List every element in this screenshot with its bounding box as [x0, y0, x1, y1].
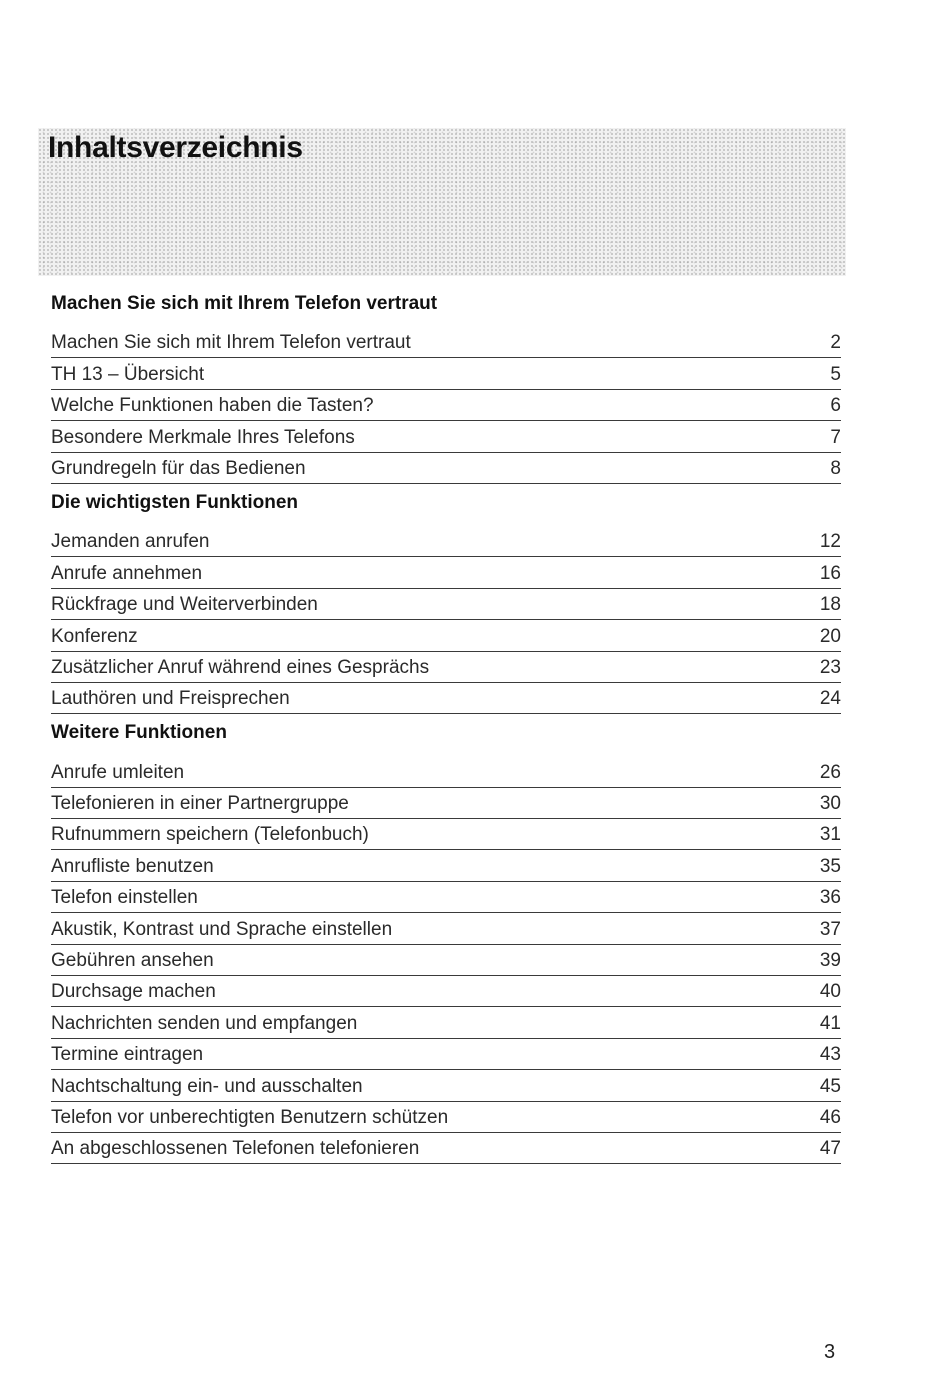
entry-page-number: 46	[819, 1106, 841, 1128]
entry-page-number: 43	[819, 1044, 841, 1066]
toc-section	[51, 718, 841, 1164]
entry-title: Anrufe annehmen	[51, 562, 203, 584]
entry-page-number: 12	[819, 531, 841, 553]
page-title: Inhaltsverzeichnis	[48, 131, 303, 164]
entry-title: TH 13 – Übersicht	[51, 363, 205, 385]
entry-title: Besondere Merkmale Ihres Telefons	[51, 426, 355, 448]
entry-page-number: 41	[819, 1012, 841, 1034]
entry-page-number: 24	[819, 688, 841, 710]
entry-page-number: 16	[819, 562, 841, 584]
entry-title: Akustik, Kontrast und Sprache einstellen	[51, 918, 393, 940]
entry-page-number: 5	[830, 363, 841, 385]
toc-entry[interactable]	[51, 1070, 841, 1101]
entry-title: Telefon vor unberechtigten Benutzern schützen	[51, 1106, 449, 1128]
toc-entry[interactable]	[51, 358, 841, 389]
entry-title: Anrufe umleiten	[51, 761, 185, 783]
toc-entry[interactable]	[51, 1039, 841, 1070]
section-heading: Weitere Funktionen	[51, 722, 227, 744]
entry-page-number: 35	[819, 855, 841, 877]
toc-entry[interactable]	[51, 620, 841, 651]
toc-entry[interactable]	[51, 1007, 841, 1038]
entry-title: Gebühren ansehen	[51, 950, 214, 972]
toc-section	[51, 289, 841, 484]
toc-entry[interactable]	[51, 913, 841, 944]
entry-title: Telefonieren in einer Partnergruppe	[51, 793, 349, 815]
page-number: 3	[824, 1341, 836, 1363]
entry-page-number: 40	[819, 981, 841, 1003]
entry-page-number: 39	[819, 950, 841, 972]
toc-entry[interactable]	[51, 819, 841, 850]
toc-entry[interactable]	[51, 850, 841, 881]
entry-title: An abgeschlossenen Telefonen telefonieren	[51, 1138, 420, 1160]
entry-page-number: 26	[819, 761, 841, 783]
entry-page-number: 6	[830, 395, 841, 417]
toc-entry[interactable]	[51, 683, 841, 714]
toc-entry[interactable]	[51, 327, 841, 358]
entry-title: Welche Funktionen haben die Tasten?	[51, 395, 374, 417]
toc-entry[interactable]	[51, 390, 841, 421]
entry-title: Konferenz	[51, 625, 138, 647]
entry-title: Lauthören und Freisprechen	[51, 688, 290, 710]
entry-page-number: 36	[819, 887, 841, 909]
entry-title: Durchsage machen	[51, 981, 216, 1003]
entry-page-number: 47	[819, 1138, 841, 1160]
toc-entry[interactable]	[51, 788, 841, 819]
entry-title: Nachrichten senden und empfangen	[51, 1012, 358, 1034]
toc-entry[interactable]	[51, 756, 841, 787]
entry-title: Termine eintragen	[51, 1044, 204, 1066]
toc-section	[51, 488, 841, 714]
entry-page-number: 30	[819, 793, 841, 815]
entry-title: Zusätzlicher Anruf während eines Gesprächs	[51, 656, 430, 678]
entry-title: Rückfrage und Weiterverbinden	[51, 594, 318, 616]
entry-title: Machen Sie sich mit Ihrem Telefon vertraut	[51, 332, 411, 354]
toc-entry[interactable]	[51, 453, 841, 484]
entry-page-number: 31	[819, 824, 841, 846]
toc-entry[interactable]	[51, 652, 841, 683]
entry-page-number: 23	[819, 656, 841, 678]
section-heading: Die wichtigsten Funktionen	[51, 491, 299, 513]
entry-title: Jemanden anrufen	[51, 531, 210, 553]
entry-page-number: 18	[819, 594, 841, 616]
section-heading: Machen Sie sich mit Ihrem Telefon vertraut	[51, 293, 438, 314]
entry-title: Telefon einstellen	[51, 887, 198, 909]
toc-entry[interactable]	[51, 882, 841, 913]
toc-entry[interactable]	[51, 589, 841, 620]
entry-title: Anrufliste benutzen	[51, 855, 214, 877]
toc-entry[interactable]	[51, 557, 841, 588]
entry-title: Nachtschaltung ein- und ausschalten	[51, 1075, 363, 1097]
toc-entry[interactable]	[51, 945, 841, 976]
entry-page-number: 20	[819, 625, 841, 647]
toc-entry[interactable]	[51, 421, 841, 452]
toc-entry[interactable]	[51, 976, 841, 1007]
toc-entry[interactable]	[51, 1133, 841, 1164]
entry-page-number: 8	[830, 457, 841, 479]
entry-page-number: 2	[830, 332, 841, 354]
entry-page-number: 37	[819, 918, 841, 940]
toc-entry[interactable]	[51, 1102, 841, 1133]
entry-title: Rufnummern speichern (Telefonbuch)	[51, 824, 369, 846]
entry-title: Grundregeln für das Bedienen	[51, 457, 306, 479]
entry-page-number: 45	[819, 1075, 841, 1097]
table-of-contents	[51, 289, 841, 1164]
entry-page-number: 7	[830, 426, 841, 448]
toc-entry[interactable]	[51, 526, 841, 557]
